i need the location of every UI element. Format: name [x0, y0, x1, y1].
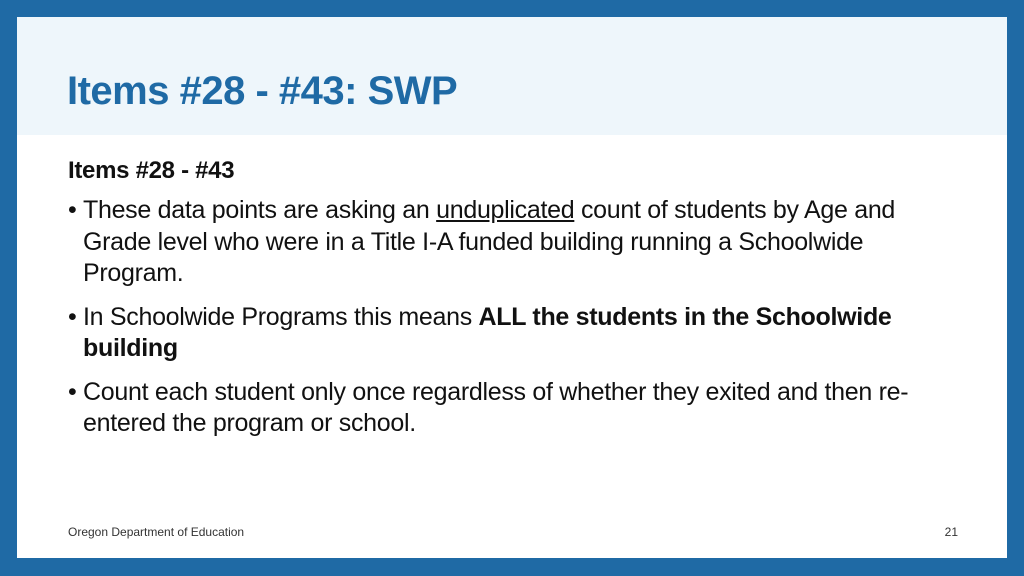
- bullet-2: [68, 302, 968, 365]
- bullet-1-underlined-term: unduplicated: [436, 196, 575, 224]
- bullet-dot: •: [68, 302, 77, 331]
- bullet-2-text-a: In Schoolwide Programs this means: [83, 302, 479, 331]
- bullet-2-bold-text: ALL the students in the Schoolwide building: [83, 302, 892, 362]
- page-number: 21: [944, 525, 958, 539]
- bullet-1-text-a: These data points are asking an: [83, 196, 437, 224]
- footer-organization: Oregon Department of Education: [68, 525, 245, 539]
- bullet-1-text-c: count of students by Age and Grade level who were in a Title I-A funded building running a Schoolwide Program.: [83, 196, 896, 287]
- slide-body: [68, 157, 968, 452]
- bullet-3: [68, 377, 968, 440]
- title-band: [17, 17, 1007, 135]
- bullet-dot: •: [68, 377, 77, 406]
- bullet-3-text: Count each student only once regardless of whether they exited and then re-entered the program or school.: [83, 377, 909, 437]
- bullet-1: [68, 195, 968, 290]
- slide: [17, 17, 1007, 558]
- slide-title: Items #28 - #43: SWP: [67, 69, 458, 113]
- bullet-dot: •: [68, 196, 77, 224]
- section-heading: Items #28 - #43: [68, 157, 235, 184]
